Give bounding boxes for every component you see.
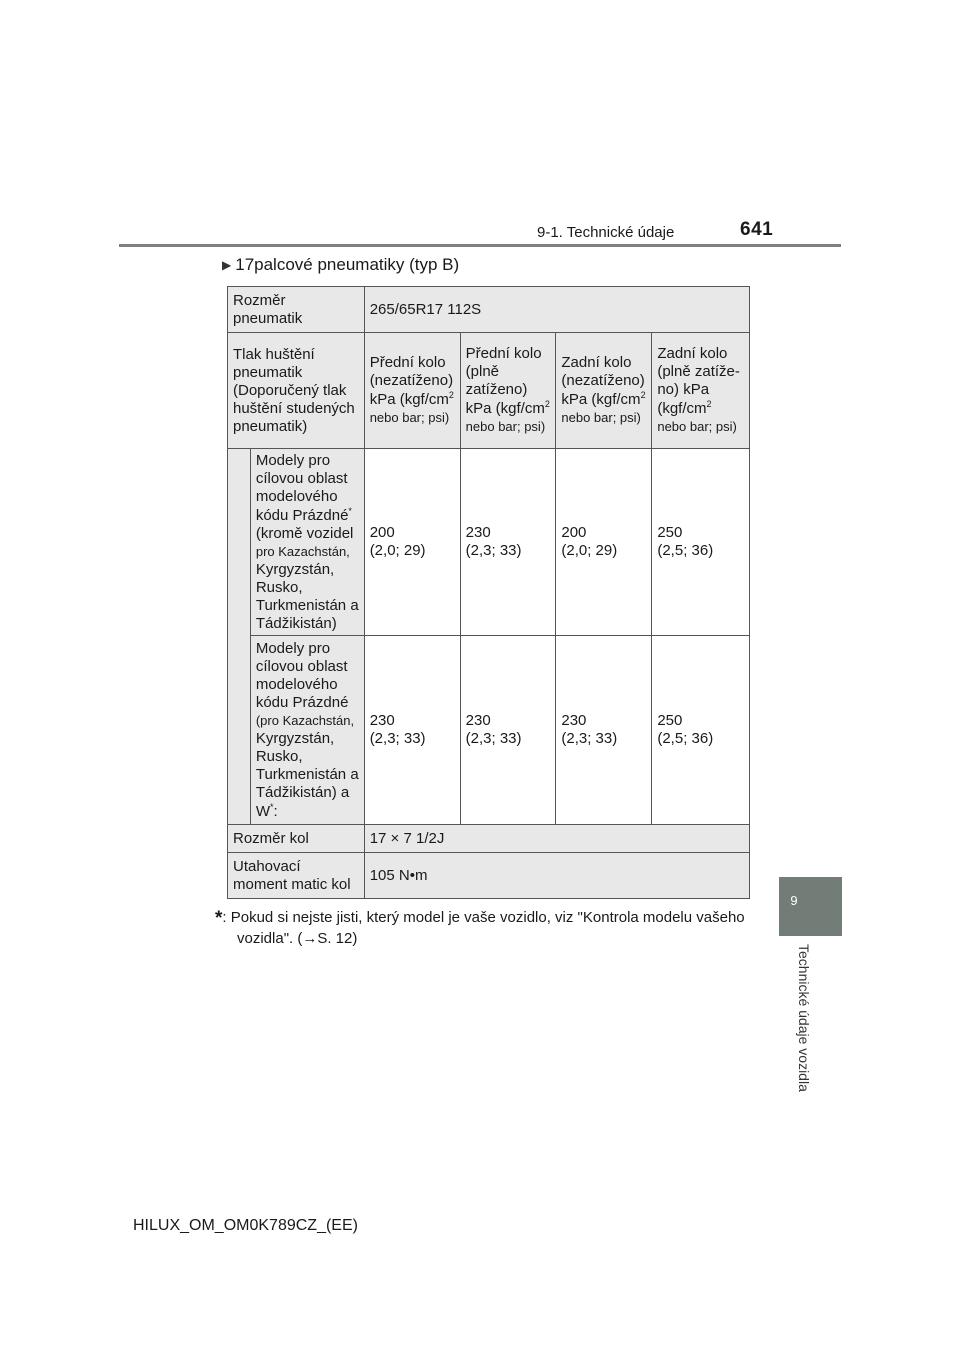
chapter-label: Technické údaje vozidla — [796, 944, 812, 1092]
pressure-value: 250 (2,5; 36) — [652, 636, 750, 825]
wheel-size-value: 17 × 7 1/2J — [364, 825, 749, 853]
torque-label: Utahovací moment matic kol — [228, 853, 365, 899]
chapter-number: 9 — [790, 893, 798, 908]
pressure-label: Tlak huštění pneumatik (Doporučený tlak huštění studených pneumatik) — [228, 333, 365, 449]
pressure-value: 250 (2,5; 36) — [652, 449, 750, 636]
footnote — [215, 906, 755, 949]
document-code: HILUX_OM_OM0K789CZ_(EE) — [133, 1217, 358, 1234]
footnote-line-1: : Pokud si nejste jisti, který model je vaše vozidlo, viz "Kontrola modelu vašeho — [222, 909, 745, 926]
footnote-star: * — [215, 908, 223, 929]
model-group-2-label: Modely pro cílovou oblast modelového kódu Prázdné (pro Kazachstán, Kyrgyzstán, Rusko, Turkmenistán a Tádžikistán) a W*: — [250, 636, 364, 825]
page-number: 641 — [740, 219, 774, 240]
torque-value: 105 N•m — [364, 853, 749, 899]
indent-cell — [228, 449, 251, 825]
pressure-value: 230 (2,3; 33) — [460, 449, 556, 636]
footnote-line-2[interactable]: vozidla". (→S. 12) — [237, 930, 358, 947]
model-group-1-label: Modely pro cílovou oblast modelového kódu Prázdné* (kromě vozidel pro Kazachstán, Kyrgyzstán, Rusko, Turkmenistán a Tádžikistán) — [250, 449, 364, 636]
table-row — [228, 449, 750, 636]
tire-size-value: 265/65R17 112S — [364, 287, 749, 333]
col-rear-loaded: Zadní kolo (plně zatíže-no) kPa ($kgf/cm^2$ nebo bar; psi) — [652, 333, 750, 449]
tire-size-label: Rozměr pneumatik — [228, 287, 365, 333]
section-title: 9-1. Technické údaje — [537, 224, 675, 241]
table-row — [228, 825, 750, 853]
pressure-value: 200 (2,0; 29) — [364, 449, 460, 636]
subheading-text: 17palcové pneumatiky (typ B) — [235, 255, 460, 274]
table-row — [228, 287, 750, 333]
table-row — [228, 333, 750, 449]
pressure-value: 230 (2,3; 33) — [556, 636, 652, 825]
wheel-size-label: Rozměr kol — [228, 825, 365, 853]
pressure-value: 230 (2,3; 33) — [364, 636, 460, 825]
pressure-value: 200 (2,0; 29) — [556, 449, 652, 636]
col-rear-unloaded: Zadní kolo (nezatíženo) kPa ($kgf/cm^2$ nebo bar; psi) — [556, 333, 652, 449]
col-front-unloaded: Přední kolo (nezatíženo) kPa ($kgf/cm^2$ nebo bar; psi) — [364, 333, 460, 449]
pressure-value: 230 (2,3; 33) — [460, 636, 556, 825]
tire-spec-table — [227, 286, 750, 899]
table-row — [228, 636, 750, 825]
table-row — [228, 853, 750, 899]
header-divider — [119, 244, 841, 247]
col-front-loaded: Přední kolo (plně zatíženo) kPa ($kgf/cm^2$ nebo bar; psi) — [460, 333, 556, 449]
triangle-bullet-icon: ▶ — [222, 258, 232, 272]
subheading — [222, 255, 459, 275]
